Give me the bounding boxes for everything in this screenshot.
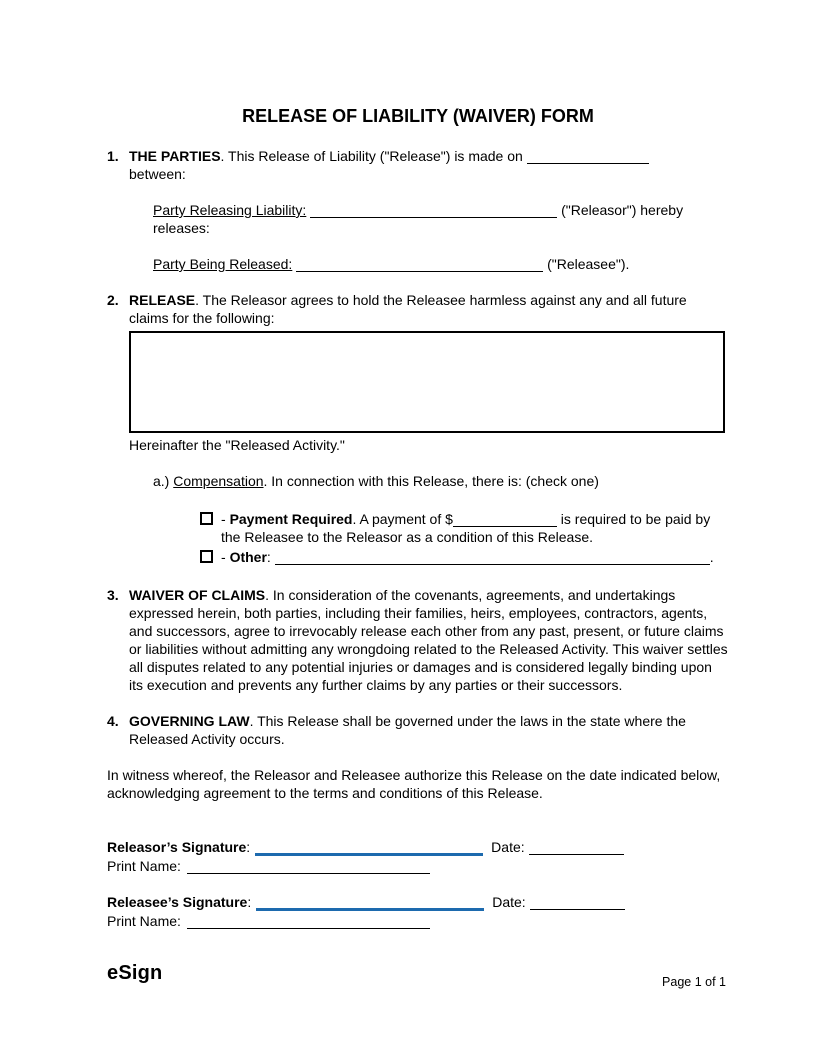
other-after-blank: . [709, 549, 714, 565]
section-release-heading: RELEASE [129, 292, 196, 308]
releasor-releases-word: releases: [153, 220, 210, 236]
releasor-date-blank[interactable] [529, 840, 624, 855]
releasee-suffix: ("Releasee"). [543, 256, 630, 272]
releasee-signature-colon: : [247, 894, 252, 910]
releasor-date-label: Date: [491, 839, 525, 855]
page-number-label: Page 1 of 1 [662, 975, 726, 989]
section-parties-intro: . This Release of Liability ("Release") is made on [220, 148, 527, 164]
page-footer [107, 964, 726, 991]
section-waiver [107, 586, 729, 694]
section-parties-heading: THE PARTIES [129, 148, 221, 164]
section-governing-law [107, 712, 729, 748]
releasor-suffix: ("Releasor") hereby [557, 202, 684, 218]
releasee-label: Party Being Released: [153, 256, 293, 272]
releasee-signature-label: Releasee’s Signature [107, 894, 248, 910]
other-description-blank[interactable] [275, 550, 710, 565]
releasee-print-name-blank[interactable] [187, 914, 430, 929]
compensation-after: . In connection with this Release, there is: (check one) [263, 473, 599, 489]
releasee-signature-block [107, 893, 729, 930]
releasor-print-name-label: Print Name: [107, 858, 181, 874]
section-waiver-number: 3. [107, 587, 119, 603]
payment-amount-blank[interactable] [453, 512, 557, 527]
section-parties [107, 147, 729, 183]
witness-paragraph: In witness whereof, the Releasor and Releasee authorize this Release on the date indicated below, acknowledging agreement to the terms and conditions of this Release. [107, 767, 721, 801]
releasor-label: Party Releasing Liability: [153, 202, 307, 218]
compensation-prefix: a.) [153, 473, 174, 489]
releasor-signature-label: Releasor’s Signature [107, 839, 247, 855]
section-waiver-heading: WAIVER OF CLAIMS [129, 587, 266, 603]
releasor-name-blank[interactable] [310, 203, 557, 218]
section-parties-between: between: [129, 166, 186, 182]
releasee-print-name-label: Print Name: [107, 913, 181, 929]
esign-logo: eSign [107, 962, 163, 984]
released-activity-textbox[interactable] [129, 331, 725, 433]
payment-required-before-blank: . A payment of $ [352, 511, 453, 527]
other-colon: : [266, 549, 275, 565]
releasee-party-line [153, 255, 729, 273]
payment-required-option [200, 510, 729, 546]
other-option [200, 548, 729, 566]
section-governing-law-number: 4. [107, 713, 119, 729]
section-release-number: 2. [107, 292, 119, 308]
section-release [107, 291, 729, 327]
releasor-signature-line[interactable] [255, 841, 483, 856]
compensation-line [153, 472, 729, 490]
option-dash: - [221, 511, 230, 527]
other-label: Other [229, 549, 267, 565]
releasee-date-label: Date: [492, 894, 526, 910]
releasor-print-name-blank[interactable] [187, 859, 430, 874]
releasor-signature-block [107, 838, 729, 875]
page-title: RELEASE OF LIABILITY (WAIVER) FORM [242, 106, 594, 126]
option-dash: - [221, 549, 230, 565]
section-governing-law-heading: GOVERNING LAW [129, 713, 250, 729]
payment-required-after-blank: is required to be paid by the Releasee to the Releasor as a condition of this Release. [221, 511, 711, 545]
payment-required-label: Payment Required [229, 511, 353, 527]
releasor-party-line [153, 201, 729, 237]
section-parties-number: 1. [107, 148, 119, 164]
payment-required-checkbox[interactable] [200, 512, 213, 525]
releasee-date-blank[interactable] [530, 895, 625, 910]
section-waiver-body: . In consideration of the covenants, agreements, and undertakings expressed herein, both parties, including their families, heirs, employees, contractors, agents, and successors, agree to irrevocably release each other from any past, present, or future claims or liabilities without admitting any wrongdoing related to the Released Activity. This waiver settles all disputes related to any potential injuries or damages and is considered legally binding upon its execution and prevents any further claims by any parties or their successors. [129, 587, 728, 693]
other-checkbox[interactable] [200, 550, 213, 563]
hereinafter-note: Hereinafter the "Released Activity." [129, 437, 345, 453]
section-governing-law-body: . This Release shall be governed under the laws in the state where the Released Activity occurs. [129, 713, 686, 747]
releasee-name-blank[interactable] [296, 257, 543, 272]
compensation-label: Compensation [173, 473, 264, 489]
releasee-signature-line[interactable] [256, 896, 484, 911]
releasor-signature-colon: : [246, 839, 251, 855]
made-on-date-blank[interactable] [527, 149, 649, 164]
section-release-body: . The Releasor agrees to hold the Releasee harmless against any and all future claims for the following: [129, 292, 687, 326]
